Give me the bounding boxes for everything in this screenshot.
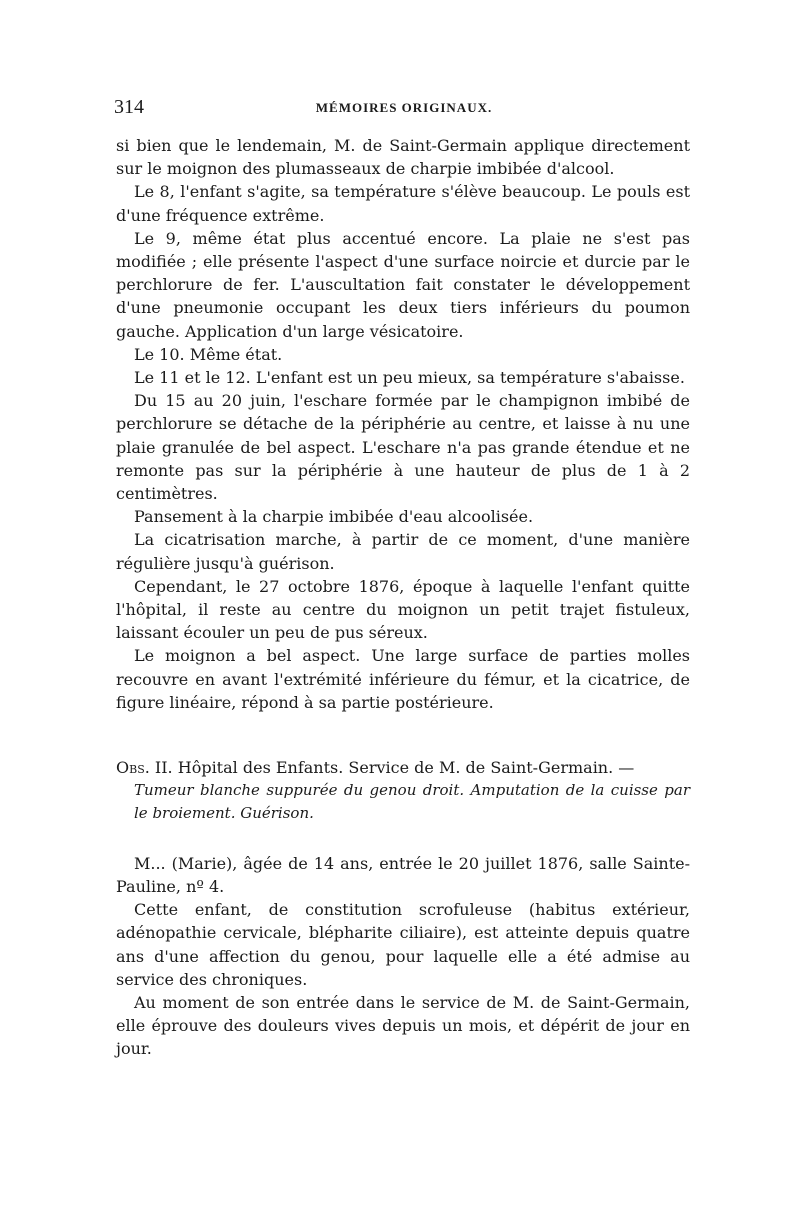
- paragraph: La cicatrisation marche, à partir de ce moment, d'une manière régulière jusqu'à guérison.: [116, 530, 690, 573]
- section-gap: [116, 714, 690, 736]
- case-paragraph: Cette enfant, de constitution scrofuleuse (habitus extérieur, adénopathie cervicale, blépharite ciliaire), est atteinte depuis quatre ans d'une affection du genou, pour laquelle elle a été admise au service des chroniques.: [116, 900, 690, 989]
- observation-title: Hôpital des Enfants. Service de M. de Saint-Germain. —: [177, 758, 635, 778]
- paragraph: Le 10. Même état.: [134, 344, 283, 364]
- observation-subtitle: Tumeur blanche suppurée du genou droit. Amputation de la cuisse par le broiement. Guérison.: [134, 781, 690, 823]
- observation-heading: [116, 756, 690, 779]
- body-text: [116, 134, 690, 1061]
- paragraph: Le moignon a bel aspect. Une large surface de parties molles recouvre en avant l'extrémité inférieure du fémur, et la cicatrice, de figure linéaire, répond à sa partie postérieure.: [116, 646, 690, 712]
- paragraph: Cependant, le 27 octobre 1876, époque à laquelle l'enfant quitte l'hôpital, il reste au centre du moignon un petit trajet fistuleux, laissant écouler un peu de pus séreux.: [116, 576, 690, 643]
- page-number: 314: [114, 96, 144, 118]
- section-gap: [116, 826, 690, 848]
- case-paragraph: Au moment de son entrée dans le service de M. de Saint-Germain, elle éprouve des douleurs vives depuis un mois, et dépérit de jour en jour.: [116, 992, 690, 1059]
- paragraph: Le 8, l'enfant s'agite, sa température s'élève beaucoup. Le pouls est d'une fréquence extrême.: [116, 182, 690, 225]
- case-paragraph: M... (Marie), âgée de 14 ans, entrée le 20 juillet 1876, salle Sainte-Pauline, nº 4.: [116, 853, 690, 896]
- paragraph: Du 15 au 20 juin, l'eschare formée par le champignon imbibé de perchlorure se détache de la périphérie au centre, et laisse à nu une plaie granulée de bel aspect. L'eschare n'a pas grande étendue et ne remonte pas sur la périphérie à une hauteur de plus de 1 à 2 centimètres.: [116, 391, 690, 504]
- page-header: [114, 96, 694, 126]
- paragraph: Pansement à la charpie imbibée d'eau alcoolisée.: [134, 507, 534, 527]
- paragraph: Le 11 et le 12. L'enfant est un peu mieux, sa température s'abaisse.: [134, 368, 685, 388]
- paragraph: Le 9, même état plus accentué encore. La plaie ne s'est pas modifiée ; elle présente l'aspect d'une surface noircie et durcie par le perchlorure de fer. L'auscultation fait constater le développement d'une pneumonie occupant les deux tiers inférieurs du poumon gauche. Application d'un large vésicatoire.: [116, 228, 690, 341]
- paragraph: si bien que le lendemain, M. de Saint-Germain applique directement sur le moignon des plumasseaux de charpie imbibée d'alcool.: [116, 136, 690, 179]
- observation-label: Obs. II.: [116, 758, 173, 778]
- running-head: MÉMOIRES ORIGINAUX.: [315, 100, 493, 115]
